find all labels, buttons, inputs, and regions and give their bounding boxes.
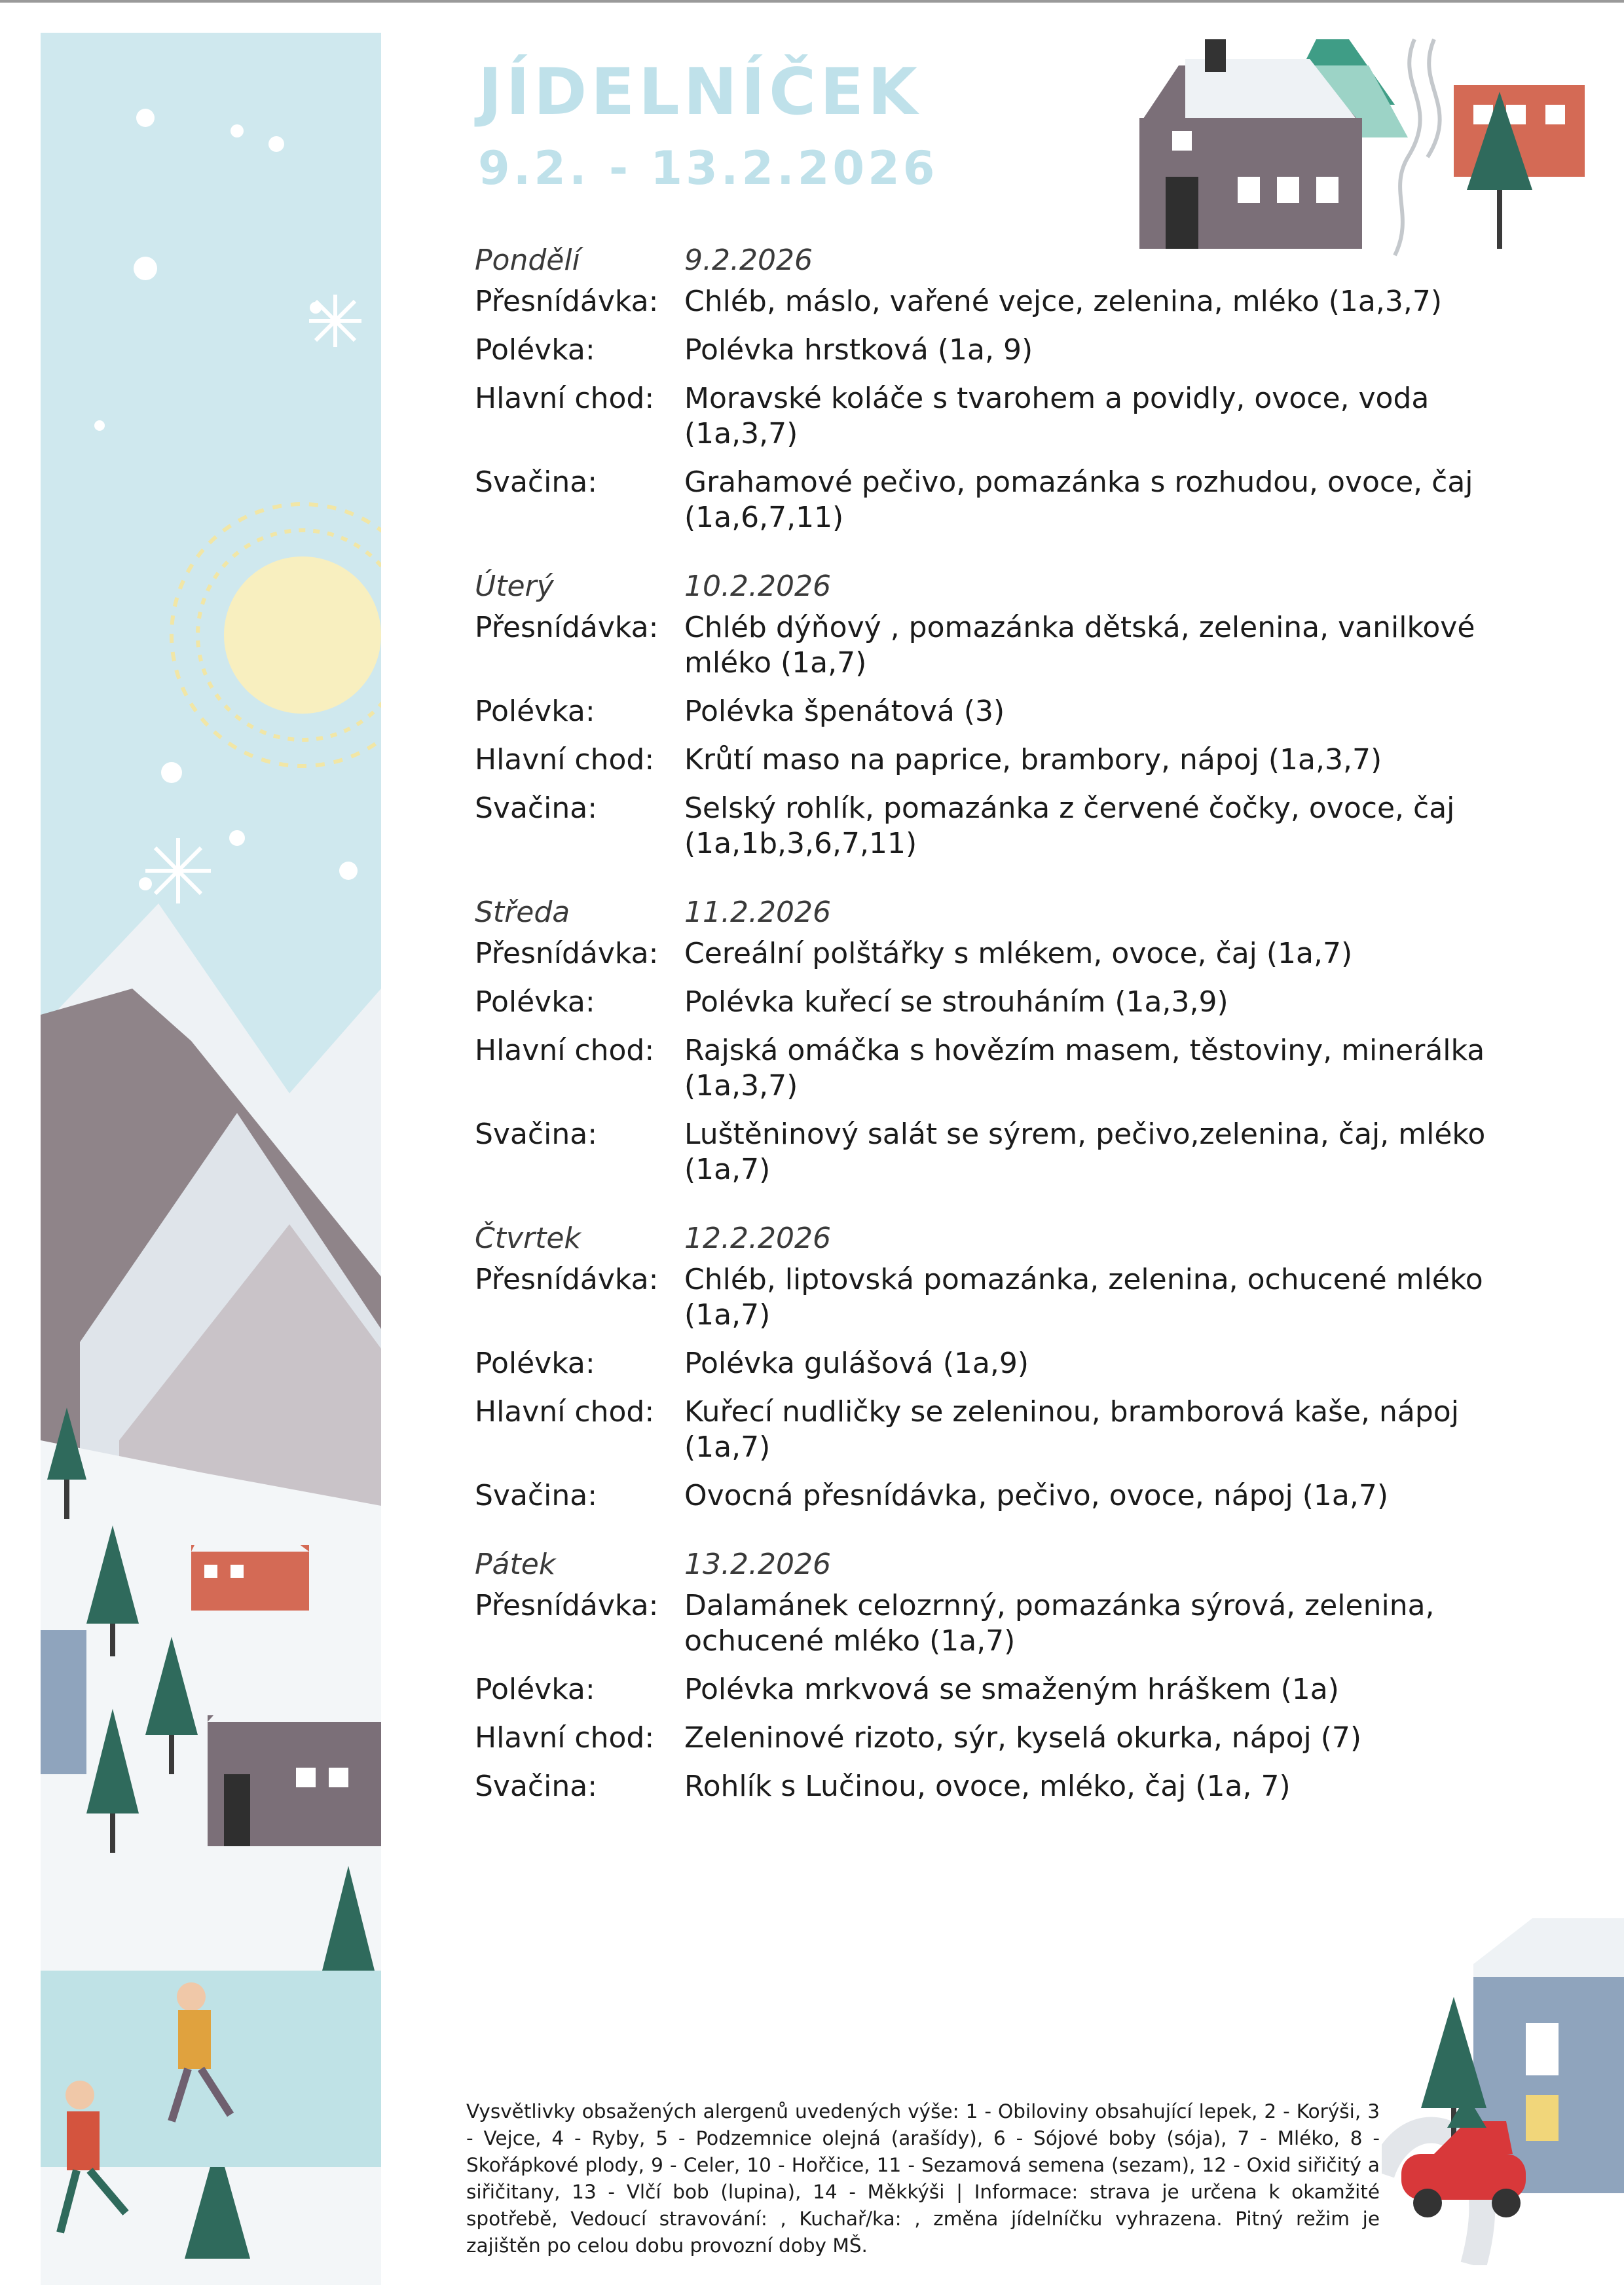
page-title: JÍDELNÍČEK: [478, 55, 921, 130]
day-header: [475, 894, 1549, 931]
row-label: Hlavní chod:: [475, 1721, 655, 1755]
row-value: Rohlík s Lučinou, ovoce, mléko, čaj (1a, 7): [684, 1770, 1291, 1803]
day-name: Čtvrtek: [475, 1222, 581, 1255]
grey-house-icon: [208, 1689, 381, 1846]
menu-row-main: [475, 1033, 1549, 1104]
day-date: 12.2.2026: [684, 1222, 831, 1255]
row-label: Hlavní chod:: [475, 1034, 655, 1067]
row-value: Polévka kuřecí se strouháním (1a,3,9): [684, 985, 1228, 1019]
row-label: Svačina:: [475, 1770, 598, 1803]
day-header: [475, 1546, 1549, 1583]
row-value: Polévka hrstková (1a, 9): [684, 333, 1033, 367]
allergen-footnote: Vysvětlivky obsažených alergenů uvedených výše: 1 - Obiloviny obsahující lepek, 2 - Korýši, 3 - Vejce, 4 - Ryby, 5 - Podzemnice olejná (arašídy), 6 - Sójové boby (sója), 7 - Mléko, 8 - Skořápkové plody, 9 - Celer, 10 - Hořčice, 11 - Sezamová semena (sezam), 12 - Oxid siřičitý a siřičitany, 13 - Vlčí bob (lupina), 14 - Měkkýši | Informace: strava je určena k okamžité spotřebě, Vedoucí stravování: , Kuchař/ka: , změna jídelníčku vyhrazena. Pitný režim je zajištěn po celou dobu provozní doby MŠ.: [466, 2100, 1380, 2257]
row-value: Selský rohlík, pomazánka z červené čočky, ovoce, čaj (1a,1b,3,6,7,11): [684, 792, 1455, 860]
menu-row-breakfast: [475, 1262, 1549, 1333]
menu-row-main: [475, 381, 1549, 452]
day-date: 9.2.2026: [684, 244, 813, 277]
day-header: [475, 242, 1549, 279]
menu-row-main: [475, 1721, 1549, 1756]
menu-row-soup: [475, 694, 1549, 729]
menu-row-snack: [475, 791, 1549, 862]
menu-row-breakfast: [475, 936, 1549, 972]
row-label: Přesnídávka:: [475, 1589, 659, 1622]
row-label: Přesnídávka:: [475, 1263, 659, 1296]
top-border-line: [0, 0, 1624, 3]
row-value: Kuřecí nudličky se zeleninou, bramborová kaše, nápoj (1a,7): [684, 1395, 1459, 1464]
row-value: Polévka mrkvová se smaženým hráškem (1a): [684, 1673, 1339, 1706]
weekly-menu: [475, 242, 1549, 1837]
row-label: Hlavní chod:: [475, 1395, 655, 1429]
day-monday: [475, 242, 1549, 536]
day-date: 11.2.2026: [684, 896, 831, 929]
menu-row-soup: [475, 1672, 1549, 1707]
row-value: Moravské koláče s tvarohem a povidly, ovoce, voda (1a,3,7): [684, 382, 1430, 450]
row-label: Polévka:: [475, 1347, 595, 1380]
row-value: Grahamové pečivo, pomazánka s rozhudou, ovoce, čaj (1a,6,7,11): [684, 465, 1473, 534]
row-value: Krůtí maso na paprice, brambory, nápoj (1a,3,7): [684, 743, 1382, 776]
menu-row-main: [475, 742, 1549, 778]
row-value: Luštěninový salát se sýrem, pečivo,zelenina, čaj, mléko (1a,7): [684, 1118, 1486, 1186]
menu-row-snack: [475, 1769, 1549, 1804]
row-value: Chléb, liptovská pomazánka, zelenina, ochucené mléko (1a,7): [684, 1263, 1483, 1332]
day-tuesday: [475, 568, 1549, 862]
day-header: [475, 568, 1549, 605]
day-date: 13.2.2026: [684, 1548, 831, 1581]
row-label: Svačina:: [475, 1118, 598, 1151]
blue-house-icon: [41, 1630, 86, 1774]
row-value: Cereální polštářky s mlékem, ovoce, čaj (1a,7): [684, 937, 1353, 970]
row-label: Hlavní chod:: [475, 743, 655, 776]
menu-row-snack: [475, 1117, 1549, 1188]
row-label: Přesnídávka:: [475, 937, 659, 970]
row-label: Polévka:: [475, 985, 595, 1019]
row-label: Přesnídávka:: [475, 285, 659, 318]
day-wednesday: [475, 894, 1549, 1188]
day-name: Pátek: [475, 1548, 556, 1581]
row-label: Polévka:: [475, 1673, 595, 1706]
menu-row-snack: [475, 1478, 1549, 1514]
row-label: Přesnídávka:: [475, 611, 659, 644]
houses-illustration-top: [1133, 26, 1591, 262]
winter-illustration: [41, 33, 381, 2285]
row-value: Ovocná přesnídávka, pečivo, ovoce, nápoj (1a,7): [684, 1479, 1388, 1512]
row-value: Dalamánek celozrnný, pomazánka sýrová, zelenina, ochucené mléko (1a,7): [684, 1589, 1435, 1658]
date-range: 9.2. - 13.2.2026: [478, 141, 938, 195]
day-date: 10.2.2026: [684, 570, 831, 603]
day-name: Pondělí: [475, 244, 580, 277]
day-name: Úterý: [475, 570, 554, 603]
menu-row-soup: [475, 1346, 1549, 1381]
row-label: Svačina:: [475, 465, 598, 499]
menu-row-soup: [475, 333, 1549, 368]
row-value: Polévka gulášová (1a,9): [684, 1347, 1029, 1380]
row-value: Chléb, máslo, vařené vejce, zelenina, mléko (1a,3,7): [684, 285, 1442, 318]
menu-row-soup: [475, 985, 1549, 1020]
day-name: Středa: [475, 896, 570, 929]
row-value: Zeleninové rizoto, sýr, kyselá okurka, nápoj (7): [684, 1721, 1362, 1755]
row-value: Rajská omáčka s hovězím masem, těstoviny, minerálka (1a,3,7): [684, 1034, 1485, 1102]
row-value: Polévka špenátová (3): [684, 695, 1005, 728]
row-value: Chléb dýňový , pomazánka dětská, zelenina, vanilkové mléko (1a,7): [684, 611, 1475, 680]
menu-row-breakfast: [475, 610, 1549, 681]
row-label: Hlavní chod:: [475, 382, 655, 415]
menu-row-breakfast: [475, 284, 1549, 319]
row-label: Polévka:: [475, 695, 595, 728]
row-label: Svačina:: [475, 1479, 598, 1512]
row-label: Svačina:: [475, 792, 598, 825]
menu-row-snack: [475, 465, 1549, 536]
menu-row-main: [475, 1394, 1549, 1465]
houses-illustration-bottom: [1382, 1899, 1624, 2265]
day-header: [475, 1220, 1549, 1257]
menu-row-breakfast: [475, 1588, 1549, 1659]
row-label: Polévka:: [475, 333, 595, 367]
day-thursday: [475, 1220, 1549, 1514]
day-friday: [475, 1546, 1549, 1804]
